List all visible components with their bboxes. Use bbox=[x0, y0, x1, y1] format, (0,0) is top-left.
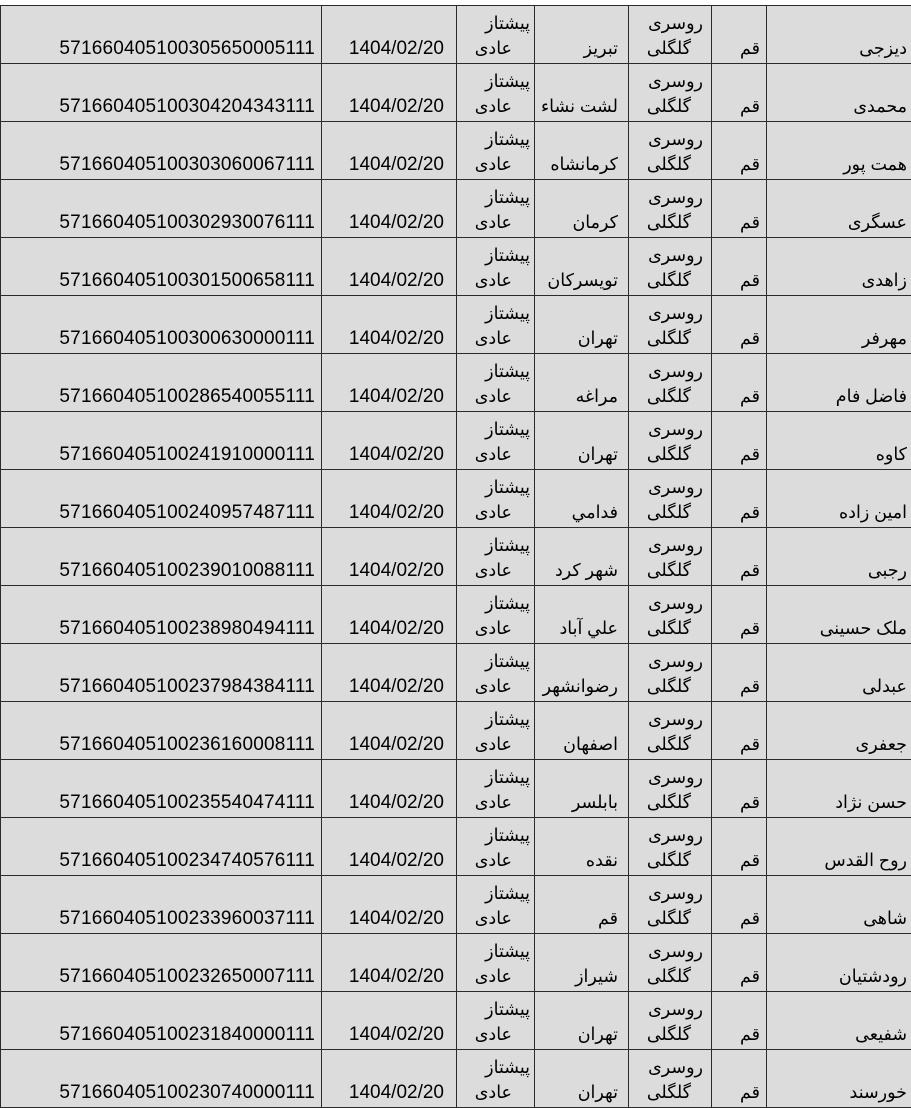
product-line1: روسری bbox=[629, 475, 707, 500]
origin-city-cell: قم bbox=[712, 876, 767, 934]
service-type-cell bbox=[457, 122, 535, 180]
product-cell bbox=[629, 412, 712, 470]
destination-city-cell: تبریز bbox=[535, 6, 629, 64]
product-cell bbox=[629, 6, 712, 64]
product-line2: گلگلی bbox=[629, 906, 707, 931]
table-row bbox=[1, 412, 911, 470]
product-cell bbox=[629, 760, 712, 818]
product-line2: گلگلی bbox=[629, 674, 707, 699]
product-line2: گلگلی bbox=[629, 384, 707, 409]
table-row bbox=[1, 354, 911, 412]
recipient-name-cell: دیزجی bbox=[767, 6, 911, 64]
service-type-line1: پیشتاز bbox=[457, 649, 530, 674]
table-row bbox=[1, 180, 911, 238]
recipient-name-cell: شاهی bbox=[767, 876, 911, 934]
tracking-number-cell: 571660405100301500658111 bbox=[1, 238, 322, 296]
product-line1: روسری bbox=[629, 417, 707, 442]
destination-city-cell: تهران bbox=[535, 412, 629, 470]
product-line1: روسری bbox=[629, 765, 707, 790]
product-cell bbox=[629, 64, 712, 122]
tracking-number-cell: 571660405100302930076111 bbox=[1, 180, 322, 238]
product-cell bbox=[629, 180, 712, 238]
origin-city-cell: قم bbox=[712, 296, 767, 354]
origin-city-cell: قم bbox=[712, 354, 767, 412]
tracking-number-cell: 571660405100235540474111 bbox=[1, 760, 322, 818]
service-type-line1: پیشتاز bbox=[457, 475, 530, 500]
product-cell bbox=[629, 296, 712, 354]
date-cell: 1404/02/20 bbox=[322, 6, 457, 64]
origin-city-cell: قم bbox=[712, 1050, 767, 1108]
recipient-name-cell: حسن نژاد bbox=[767, 760, 911, 818]
table-body bbox=[1, 6, 911, 1108]
tracking-number-cell: 571660405100303060067111 bbox=[1, 122, 322, 180]
product-line2: گلگلی bbox=[629, 442, 707, 467]
service-type-line2: عادی bbox=[457, 94, 530, 119]
service-type-cell bbox=[457, 412, 535, 470]
date-cell: 1404/02/20 bbox=[322, 296, 457, 354]
table-row bbox=[1, 6, 911, 64]
origin-city-cell: قم bbox=[712, 760, 767, 818]
service-type-cell bbox=[457, 934, 535, 992]
service-type-cell bbox=[457, 1050, 535, 1108]
destination-city-cell: رضوانشهر bbox=[535, 644, 629, 702]
service-type-line1: پیشتاز bbox=[457, 301, 530, 326]
origin-city-cell: قم bbox=[712, 470, 767, 528]
service-type-cell bbox=[457, 470, 535, 528]
service-type-cell bbox=[457, 760, 535, 818]
service-type-cell bbox=[457, 586, 535, 644]
product-cell bbox=[629, 992, 712, 1050]
product-line1: روسری bbox=[629, 11, 707, 36]
date-cell: 1404/02/20 bbox=[322, 1050, 457, 1108]
product-line1: روسری bbox=[629, 69, 707, 94]
table-row bbox=[1, 122, 911, 180]
service-type-cell bbox=[457, 818, 535, 876]
service-type-line2: عادی bbox=[457, 906, 530, 931]
service-type-line2: عادی bbox=[457, 674, 530, 699]
service-type-line2: عادی bbox=[457, 500, 530, 525]
product-line1: روسری bbox=[629, 243, 707, 268]
tracking-number-cell: 571660405100238980494111 bbox=[1, 586, 322, 644]
date-cell: 1404/02/20 bbox=[322, 818, 457, 876]
recipient-name-cell: مهرفر bbox=[767, 296, 911, 354]
service-type-line2: عادی bbox=[457, 268, 530, 293]
date-cell: 1404/02/20 bbox=[322, 412, 457, 470]
service-type-line1: پیشتاز bbox=[457, 11, 530, 36]
recipient-name-cell: روح القدس bbox=[767, 818, 911, 876]
service-type-line1: پیشتاز bbox=[457, 69, 530, 94]
recipient-name-cell: عبدلی bbox=[767, 644, 911, 702]
tracking-number-cell: 571660405100286540055111 bbox=[1, 354, 322, 412]
product-line2: گلگلی bbox=[629, 1080, 707, 1105]
service-type-cell bbox=[457, 644, 535, 702]
origin-city-cell: قم bbox=[712, 992, 767, 1050]
service-type-line1: پیشتاز bbox=[457, 997, 530, 1022]
product-line1: روسری bbox=[629, 997, 707, 1022]
product-cell bbox=[629, 702, 712, 760]
product-line2: گلگلی bbox=[629, 500, 707, 525]
tracking-number-cell: 571660405100239010088111 bbox=[1, 528, 322, 586]
recipient-name-cell: فاضل فام bbox=[767, 354, 911, 412]
service-type-line2: عادی bbox=[457, 1022, 530, 1047]
service-type-line2: عادی bbox=[457, 848, 530, 873]
destination-city-cell: کرمان bbox=[535, 180, 629, 238]
product-line2: گلگلی bbox=[629, 848, 707, 873]
recipient-name-cell: رودشتیان bbox=[767, 934, 911, 992]
product-line1: روسری bbox=[629, 127, 707, 152]
date-cell: 1404/02/20 bbox=[322, 470, 457, 528]
date-cell: 1404/02/20 bbox=[322, 122, 457, 180]
tracking-number-cell: 571660405100304204343111 bbox=[1, 64, 322, 122]
destination-city-cell: فدامي bbox=[535, 470, 629, 528]
service-type-line2: عادی bbox=[457, 326, 530, 351]
service-type-line2: عادی bbox=[457, 384, 530, 409]
product-line1: روسری bbox=[629, 649, 707, 674]
date-cell: 1404/02/20 bbox=[322, 354, 457, 412]
shipment-table-sheet bbox=[0, 5, 911, 1108]
destination-city-cell: مراغه bbox=[535, 354, 629, 412]
product-cell bbox=[629, 934, 712, 992]
product-line2: گلگلی bbox=[629, 616, 707, 641]
destination-city-cell: بابلسر bbox=[535, 760, 629, 818]
table-row bbox=[1, 470, 911, 528]
origin-city-cell: قم bbox=[712, 6, 767, 64]
service-type-line1: پیشتاز bbox=[457, 417, 530, 442]
product-line1: روسری bbox=[629, 1055, 707, 1080]
service-type-line1: پیشتاز bbox=[457, 881, 530, 906]
service-type-line2: عادی bbox=[457, 964, 530, 989]
table-row bbox=[1, 238, 911, 296]
service-type-line2: عادی bbox=[457, 442, 530, 467]
product-line2: گلگلی bbox=[629, 268, 707, 293]
origin-city-cell: قم bbox=[712, 64, 767, 122]
shipment-table bbox=[0, 5, 911, 1108]
product-line1: روسری bbox=[629, 881, 707, 906]
tracking-number-cell: 571660405100231840000111 bbox=[1, 992, 322, 1050]
service-type-line2: عادی bbox=[457, 1080, 530, 1105]
table-row bbox=[1, 644, 911, 702]
product-cell bbox=[629, 238, 712, 296]
service-type-cell bbox=[457, 354, 535, 412]
product-line1: روسری bbox=[629, 823, 707, 848]
service-type-cell bbox=[457, 702, 535, 760]
date-cell: 1404/02/20 bbox=[322, 238, 457, 296]
product-cell bbox=[629, 122, 712, 180]
date-cell: 1404/02/20 bbox=[322, 702, 457, 760]
table-row bbox=[1, 818, 911, 876]
origin-city-cell: قم bbox=[712, 528, 767, 586]
date-cell: 1404/02/20 bbox=[322, 760, 457, 818]
service-type-cell bbox=[457, 64, 535, 122]
service-type-line2: عادی bbox=[457, 152, 530, 177]
recipient-name-cell: عسگری bbox=[767, 180, 911, 238]
recipient-name-cell: محمدی bbox=[767, 64, 911, 122]
tracking-number-cell: 571660405100232650007111 bbox=[1, 934, 322, 992]
service-type-line1: پیشتاز bbox=[457, 185, 530, 210]
product-line2: گلگلی bbox=[629, 94, 707, 119]
date-cell: 1404/02/20 bbox=[322, 64, 457, 122]
origin-city-cell: قم bbox=[712, 238, 767, 296]
service-type-line1: پیشتاز bbox=[457, 533, 530, 558]
product-cell bbox=[629, 528, 712, 586]
recipient-name-cell: جعفری bbox=[767, 702, 911, 760]
service-type-line1: پیشتاز bbox=[457, 823, 530, 848]
service-type-line1: پیشتاز bbox=[457, 765, 530, 790]
product-line2: گلگلی bbox=[629, 1022, 707, 1047]
product-line2: گلگلی bbox=[629, 964, 707, 989]
recipient-name-cell: ملک حسینی bbox=[767, 586, 911, 644]
destination-city-cell: علي آباد bbox=[535, 586, 629, 644]
service-type-line2: عادی bbox=[457, 210, 530, 235]
product-line1: روسری bbox=[629, 301, 707, 326]
service-type-line1: پیشتاز bbox=[457, 1055, 530, 1080]
recipient-name-cell: شفیعی bbox=[767, 992, 911, 1050]
origin-city-cell: قم bbox=[712, 934, 767, 992]
destination-city-cell: تهران bbox=[535, 1050, 629, 1108]
recipient-name-cell: همت پور bbox=[767, 122, 911, 180]
origin-city-cell: قم bbox=[712, 122, 767, 180]
tracking-number-cell: 571660405100233960037111 bbox=[1, 876, 322, 934]
service-type-cell bbox=[457, 238, 535, 296]
product-line2: گلگلی bbox=[629, 210, 707, 235]
service-type-line2: عادی bbox=[457, 36, 530, 61]
table-row bbox=[1, 586, 911, 644]
service-type-line1: پیشتاز bbox=[457, 359, 530, 384]
product-line2: گلگلی bbox=[629, 36, 707, 61]
date-cell: 1404/02/20 bbox=[322, 528, 457, 586]
destination-city-cell: تهران bbox=[535, 992, 629, 1050]
destination-city-cell: تهران bbox=[535, 296, 629, 354]
recipient-name-cell: رجبی bbox=[767, 528, 911, 586]
service-type-cell bbox=[457, 296, 535, 354]
service-type-line2: عادی bbox=[457, 790, 530, 815]
service-type-cell bbox=[457, 876, 535, 934]
destination-city-cell: نقده bbox=[535, 818, 629, 876]
date-cell: 1404/02/20 bbox=[322, 180, 457, 238]
origin-city-cell: قم bbox=[712, 586, 767, 644]
recipient-name-cell: کاوه bbox=[767, 412, 911, 470]
tracking-number-cell: 571660405100236160008111 bbox=[1, 702, 322, 760]
product-line2: گلگلی bbox=[629, 732, 707, 757]
service-type-cell bbox=[457, 992, 535, 1050]
product-cell bbox=[629, 876, 712, 934]
product-line1: روسری bbox=[629, 359, 707, 384]
table-row bbox=[1, 876, 911, 934]
destination-city-cell: کرمانشاه bbox=[535, 122, 629, 180]
destination-city-cell: اصفهان bbox=[535, 702, 629, 760]
origin-city-cell: قم bbox=[712, 702, 767, 760]
service-type-line1: پیشتاز bbox=[457, 243, 530, 268]
product-cell bbox=[629, 354, 712, 412]
table-row bbox=[1, 702, 911, 760]
table-row bbox=[1, 64, 911, 122]
service-type-cell bbox=[457, 528, 535, 586]
destination-city-cell: قم bbox=[535, 876, 629, 934]
tracking-number-cell: 571660405100305650005111 bbox=[1, 6, 322, 64]
recipient-name-cell: زاهدی bbox=[767, 238, 911, 296]
product-cell bbox=[629, 470, 712, 528]
tracking-number-cell: 571660405100241910000111 bbox=[1, 412, 322, 470]
tracking-number-cell: 571660405100237984384111 bbox=[1, 644, 322, 702]
product-cell bbox=[629, 1050, 712, 1108]
destination-city-cell: لشت نشاء bbox=[535, 64, 629, 122]
tracking-number-cell: 571660405100230740000111 bbox=[1, 1050, 322, 1108]
destination-city-cell: شیراز bbox=[535, 934, 629, 992]
origin-city-cell: قم bbox=[712, 818, 767, 876]
service-type-line2: عادی bbox=[457, 616, 530, 641]
product-line2: گلگلی bbox=[629, 558, 707, 583]
destination-city-cell: شهر کرد bbox=[535, 528, 629, 586]
product-cell bbox=[629, 586, 712, 644]
service-type-cell bbox=[457, 6, 535, 64]
date-cell: 1404/02/20 bbox=[322, 644, 457, 702]
origin-city-cell: قم bbox=[712, 644, 767, 702]
tracking-number-cell: 571660405100240957487111 bbox=[1, 470, 322, 528]
product-line1: روسری bbox=[629, 533, 707, 558]
recipient-name-cell: خورسند bbox=[767, 1050, 911, 1108]
table-row bbox=[1, 528, 911, 586]
origin-city-cell: قم bbox=[712, 412, 767, 470]
product-line2: گلگلی bbox=[629, 152, 707, 177]
service-type-line1: پیشتاز bbox=[457, 939, 530, 964]
product-line2: گلگلی bbox=[629, 326, 707, 351]
table-row bbox=[1, 1050, 911, 1108]
table-row bbox=[1, 934, 911, 992]
tracking-number-cell: 571660405100300630000111 bbox=[1, 296, 322, 354]
service-type-line2: عادی bbox=[457, 558, 530, 583]
table-row bbox=[1, 296, 911, 354]
date-cell: 1404/02/20 bbox=[322, 992, 457, 1050]
product-line1: روسری bbox=[629, 939, 707, 964]
service-type-line1: پیشتاز bbox=[457, 127, 530, 152]
product-cell bbox=[629, 818, 712, 876]
date-cell: 1404/02/20 bbox=[322, 876, 457, 934]
product-line2: گلگلی bbox=[629, 790, 707, 815]
product-line1: روسری bbox=[629, 185, 707, 210]
product-line1: روسری bbox=[629, 591, 707, 616]
product-line1: روسری bbox=[629, 707, 707, 732]
table-row bbox=[1, 992, 911, 1050]
service-type-line2: عادی bbox=[457, 732, 530, 757]
destination-city-cell: تویسرکان bbox=[535, 238, 629, 296]
recipient-name-cell: امین زاده bbox=[767, 470, 911, 528]
tracking-number-cell: 571660405100234740576111 bbox=[1, 818, 322, 876]
service-type-line1: پیشتاز bbox=[457, 591, 530, 616]
service-type-cell bbox=[457, 180, 535, 238]
date-cell: 1404/02/20 bbox=[322, 586, 457, 644]
date-cell: 1404/02/20 bbox=[322, 934, 457, 992]
service-type-line1: پیشتاز bbox=[457, 707, 530, 732]
origin-city-cell: قم bbox=[712, 180, 767, 238]
product-cell bbox=[629, 644, 712, 702]
table-row bbox=[1, 760, 911, 818]
